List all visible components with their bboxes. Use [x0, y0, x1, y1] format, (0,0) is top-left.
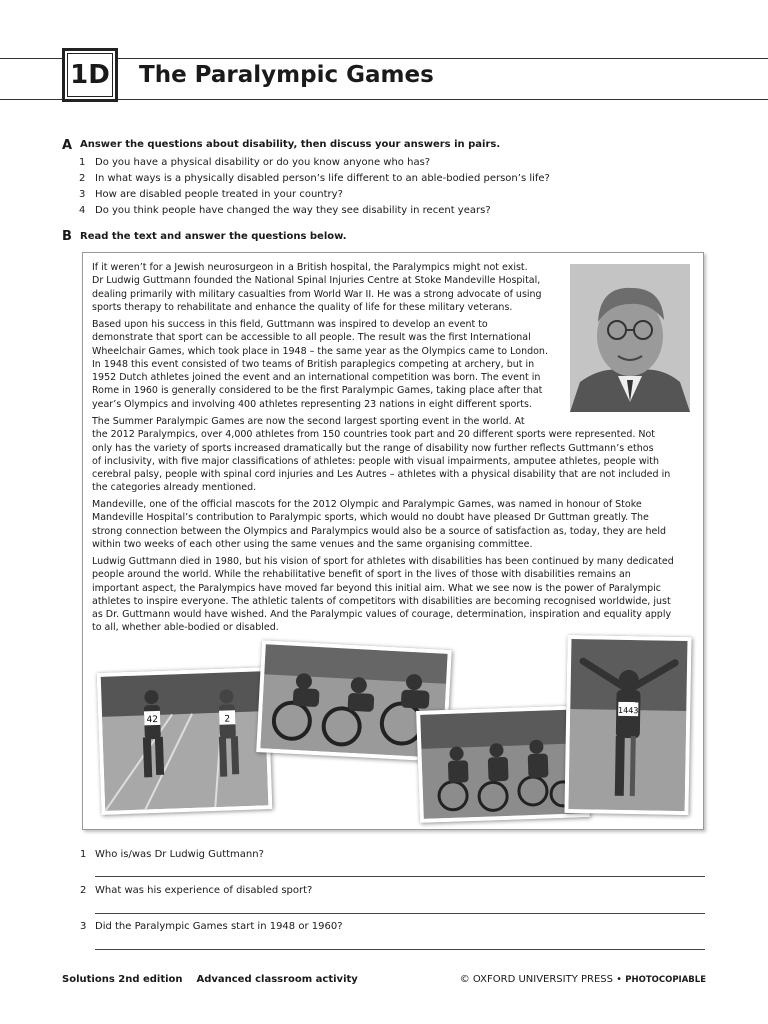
paragraph-4: Mandeville, one of the official mascots for the 2012 Olympic and Paralympic Games, was named in honour of Stoke Mandeville Hospital’s contribution to Paralympic sports, which would no doubt have pleased Dr Guttman greatly. The strong connection between the Olympics and Paralympics would also be a source of satisfaction as, today, they are held within two weeks of each other using the same venues and the same organising committee.: [92, 499, 667, 550]
section-b-instruction: Read the text and answer the questions below.: [80, 231, 347, 242]
section-a-instruction: Answer the questions about disability, then discuss your answers in pairs.: [80, 139, 501, 150]
comprehension-question-1: 1 Who is/was Dr Ludwig Guttmann?: [80, 849, 264, 860]
bib-42: 42: [146, 714, 159, 726]
footer-copyright: © OXFORD UNIVERSITY PRESS • PHOTOCOPIABLE: [459, 974, 706, 985]
list-item: 2 In what ways is a physically disabled person’s life different to an able-bodied person’s life?: [79, 173, 550, 184]
section-a-letter: A: [62, 138, 73, 153]
paragraph-5: Ludwig Guttmann died in 1980, but his vision of sport for athletes with disabilities has been continued by many dedicated people around the world. While the rehabilitative benefit of sport in the lives of those with disabilities remains an important aspect, the Paralympics have moved far beyond this initial aim. What we see now is the power of Paralympic athletes to inspire everyone. The athletic talents of competitors with disabilities are becoming recognised worldwide, just as Dr. Guttmann would have wished. And the Paralympic values of courage, determination, inspiration and equality apply to all, whether able-bodied or disabled.: [92, 556, 674, 634]
page-title: The Paralympic Games: [139, 62, 434, 88]
section-a-questions: [79, 155, 550, 219]
comprehension-question-3: 3 Did the Paralympic Games start in 1948 or 1960?: [80, 921, 343, 932]
answer-line-3[interactable]: [95, 949, 705, 950]
list-item: 4 Do you think people have changed the way they see disability in recent years?: [79, 205, 491, 216]
comprehension-question-2: 2 What was his experience of disabled sport?: [80, 885, 313, 896]
bib-2: 2: [224, 714, 231, 725]
bib-1443: 1443: [617, 705, 639, 716]
section-b-letter: B: [62, 229, 72, 244]
unit-badge: [62, 48, 118, 102]
footer-edition: Solutions 2nd edition Advanced classroom activity: [62, 974, 358, 985]
paragraph-2: Based upon his success in this field, Guttmann was inspired to develop an event to demonstrate that sport can be accessible to all people. The result was the first International Wheelchair Games, which took place in 1948 – the same year as the Olympics came to London. In 1948 this event consisted of two teams of British paraplegics competing at archery, but in 1952 Dutch athletes joined the event and an international competition was born. The event in Rome in 1960 is generally considered to be the first Paralympic Games, taking place after that year’s Olympics and involving 400 athletes representing 23 nations in eight different sports.: [92, 319, 548, 410]
sprinters-photo: [97, 667, 273, 815]
paragraph-1: If it weren’t for a Jewish neurosurgeon in a British hospital, the Paralympics might not exist. Dr Ludwig Guttmann founded the National Spinal Injuries Centre at Stoke Mandeville Hospital, dealing primarily with military casualties from World War II. He was a strong advocate of using sports therapy to rehabilitate and enhance the quality of life for these military veterans.: [92, 262, 542, 313]
list-item: 1 Do you have a physical disability or do you know anyone who has?: [79, 157, 431, 168]
list-item: 3 How are disabled people treated in your country?: [79, 189, 343, 200]
paragraph-3: The Summer Paralympic Games are now the second largest sporting event in the world. At the 2012 Paralympics, over 4,000 athletes from 150 countries took part and 20 different sports were represented. Not only has the variety of sports increased dramatically but the range of disability now further reflects Guttmann’s ethos of inclusivity, with five major classifications of athletes: people with visual impairments, amputee athletes, people with cerebral palsy, people with spinal cord injuries and Les Autres – athletes with a physical disability that are not included in the categories already mentioned.: [92, 416, 671, 494]
answer-line-1[interactable]: [95, 876, 705, 877]
celebrating-runner-photo: [564, 635, 691, 815]
answer-line-2[interactable]: [95, 913, 705, 914]
guttmann-portrait: [570, 264, 690, 412]
unit-badge-label: 1D: [70, 60, 110, 90]
